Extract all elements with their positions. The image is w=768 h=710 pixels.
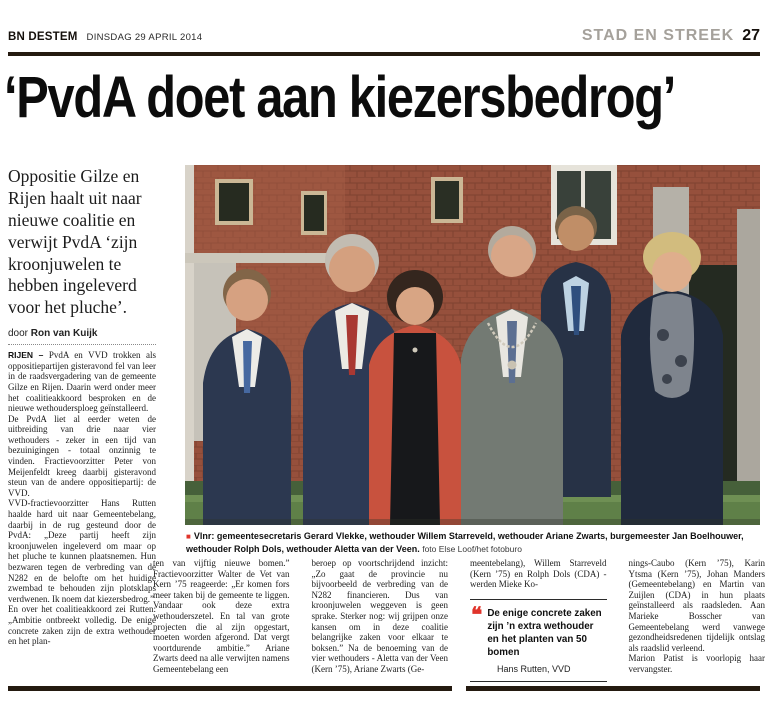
scarf: [650, 294, 694, 399]
paragraph-text: PvdA en VVD trokken als oppositiepartijen gisteravond fel van leer in de raadsvergadering van de gemeente Gilze en Rijen. Daarin werd onder meer het coalitieakkoord besproken en de nieuwe wethoudersploeg geïnstalleerd.: [8, 350, 156, 414]
byline: [8, 328, 156, 345]
paragraph: VVD-fractievoorzitter Hans Rutten haalde hard uit naar Gemeentebelang, daarbij in de rug gesteund door de PvdA: „Deze partij heeft zijn kroonjuwelen ingeleverd om maar op het pluche te kunnen plaatsnemen. Hun bezwaren tegen de verbreding van de N282 en de belofte om het huidige zwembad te behouden zijn plotsklaps verdwenen. Ik noem dat kiezersbedrog.”: [8, 498, 156, 604]
paragraph: ten van vijftig nieuwe bomen.” Fractievoorzitter Walter de Vet van Kern ’75 reageerde: „Er komen fors meer taken bij de gemeente te liggen. Vandaar ook deze extra wethouderszetel. En tal van grote projecten die al zijn opgestart, moeten worden afgerond. Dat vergt voortdurende ambitie.” Ariane Zwarts deed na alle verwijten namens Gemeentebelang een: [153, 558, 290, 674]
pull-quote-text: De enige concrete zaken zijn ’n extra wethouder en het planten van 50 bomen: [487, 607, 602, 658]
paragraph: De PvdA liet al eerder weten de uitbreiding van drie naar vier wethouders - zeker in een tijd van bezuinigingen - totaal onzinnig te vinden. Fractievoorzitter Peter von Meijenfeldt kreeg daarbij gisteravond steun van de andere oppositiepartij: de VVD.: [8, 413, 156, 498]
masthead: [8, 27, 760, 45]
caption-text: Vlnr: gemeentesecretaris Gerard Vlekke, wethouder Willem Starreveld, wethouder Ariane Zwarts, burgemeester Jan Boelhouwer, wethouder Rolph Dols, wethouder Aletta van der Veen.: [186, 531, 744, 554]
photo-illustration: [185, 165, 760, 525]
window: [215, 179, 253, 225]
caption-credit: foto Else Loof/het fotoburo: [422, 543, 522, 554]
window: [301, 191, 327, 235]
paragraph: meentebelang), Willem Starreveld (Kern ’75) en Rolph Dols (CDA) - werden Mieke Ko-: [470, 558, 607, 590]
bottom-column-4: [629, 558, 766, 682]
paragraph: En over het coalitieakkoord zei Rutten: „Ambitie ontbreekt volledig. De enige concrete zaken zijn de extra wethouder en het plan-: [8, 604, 156, 647]
masthead-right: [582, 27, 760, 45]
photo-caption: [186, 530, 762, 555]
article-body-left: [8, 350, 156, 647]
paragraph: [8, 350, 156, 414]
bottom-column-1: [153, 558, 290, 682]
bottom-columns: [153, 558, 765, 682]
dateline: RIJEN –: [8, 350, 44, 361]
quote-icon: ❝: [471, 603, 483, 627]
article-photo: [185, 165, 760, 525]
article-intro: Oppositie Gilze en Rijen haalt uit naar nieuwe coalitie en verwijt PvdA ‘zijn kroonjuwelen te hebben ingeleverd voor het pluche’.: [8, 166, 142, 318]
paragraph: beroep op voortschrijdend inzicht: „Zo gaat de provincie nu bijvoorbeeld de verbreding van de N282 financieren. Dus van kroonjuwelen weggeven is geen sprake. Sterker nog: wij grijpen onze kansen om in deze coalitie belangrijke zaken voor elkaar te boksen.” Na de benoeming van de vier wethouders - Aletta van der Veen (Kern ’75), Ariane Zwarts (Ge-: [311, 558, 448, 674]
masthead-left: [8, 31, 202, 43]
window: [431, 177, 463, 223]
page-number: 27: [742, 27, 760, 44]
bottom-rule-right: [466, 686, 760, 691]
paragraph: Marion Patist is voorlopig haar vervangster.: [628, 653, 765, 674]
pillar: [737, 209, 760, 525]
pull-quote: [470, 599, 607, 683]
bottom-rule-left: [8, 686, 452, 691]
bottom-column-2: [312, 558, 449, 682]
paragraph: nings-Caubo (Kern ’75), Karin Ytsma (Kern ’75), Johan Manders (Gemeentebelang) en Martin van Zuijlen (CDA) in hun plaats geïnstalleerd als raadsleden. Aan Marieke Bosscher van Gemeentebelang werd vanwege gezondheidsredenen tijdelijk ontslag als raadslid verleend.: [628, 558, 765, 653]
paper-name: BN DESTEM: [8, 31, 78, 43]
section-title: STAD EN STREEK: [581, 27, 735, 44]
byline-author: Ron van Kuijk: [30, 328, 98, 340]
issue-date: DINSDAG 29 APRIL 2014: [86, 32, 203, 43]
byline-prefix: door: [8, 328, 29, 340]
caption-marker-icon: ■: [186, 532, 191, 541]
article-headline: ‘PvdA doet aan kiezersbedrog’: [4, 65, 676, 130]
header-rule: [8, 52, 760, 56]
pull-quote-attribution: Hans Rutten, VVD: [497, 664, 571, 675]
bottom-column-3: [470, 558, 607, 682]
left-column: [8, 166, 156, 647]
